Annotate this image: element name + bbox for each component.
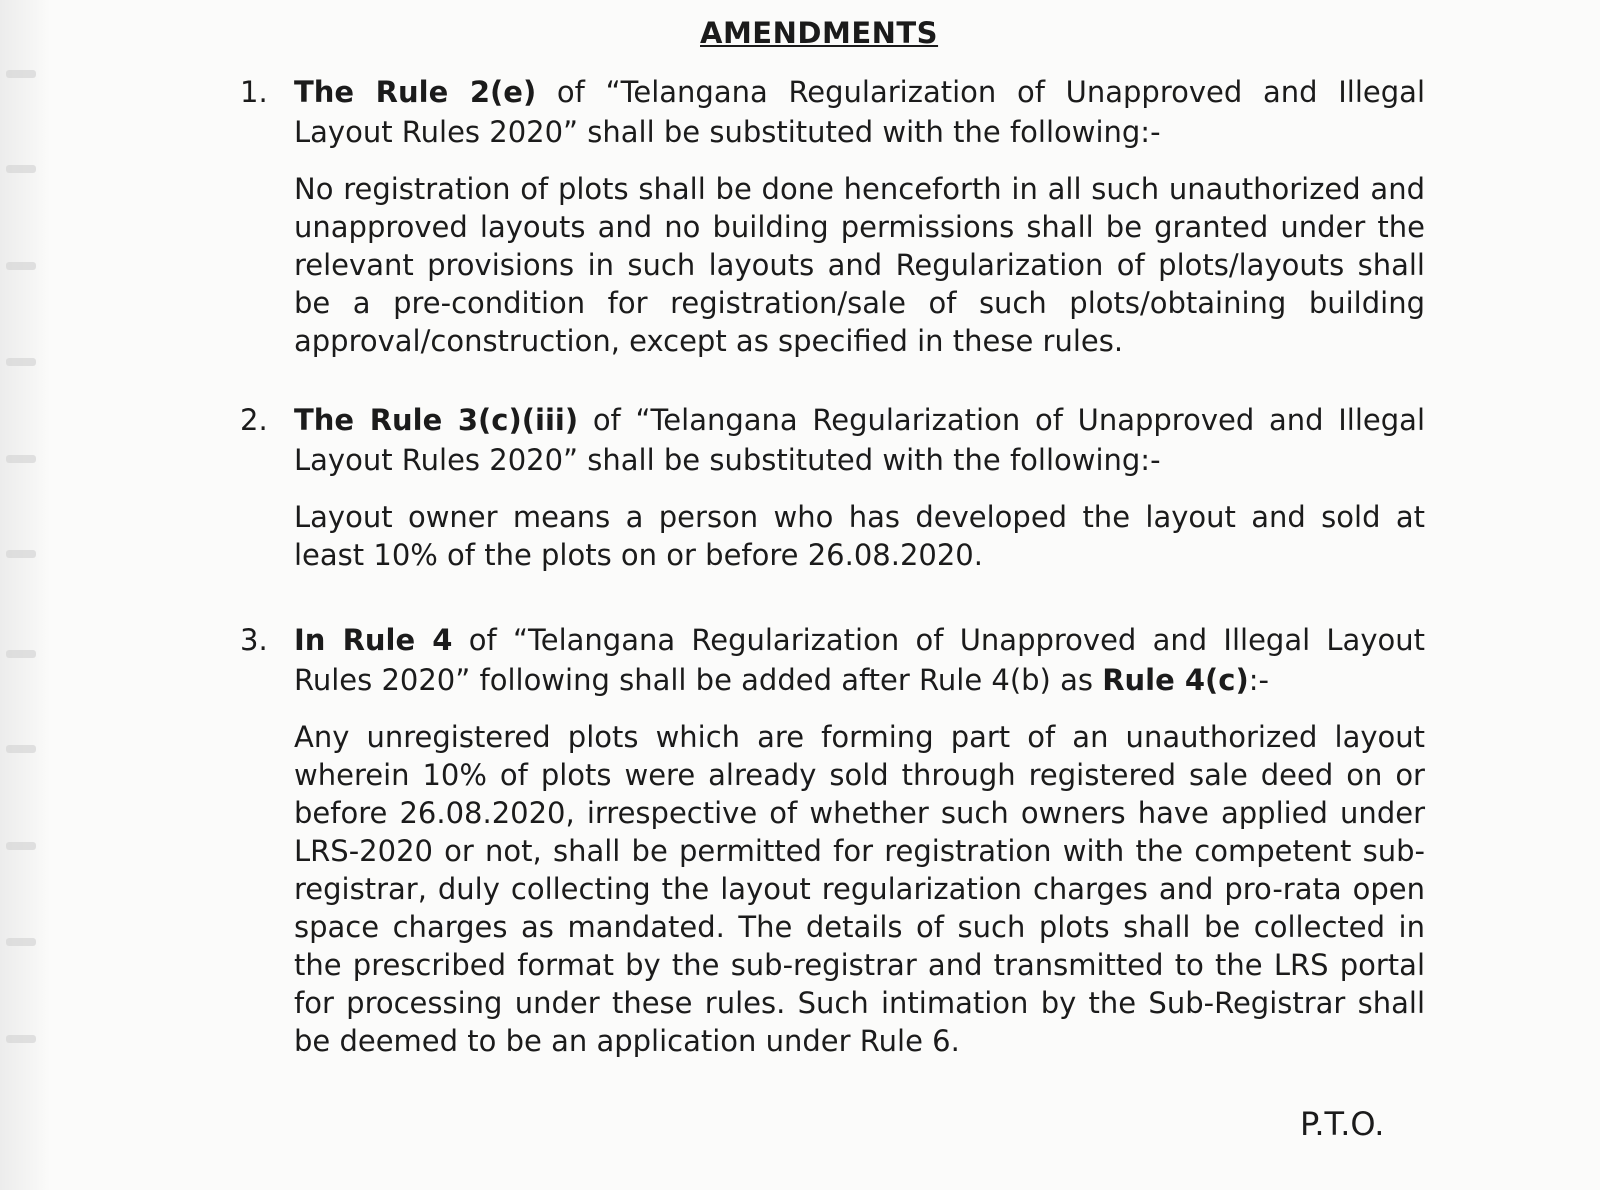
rule-reference-new: Rule 4(c) [1102, 663, 1249, 697]
page-turn-note: P.T.O. [1300, 1105, 1385, 1143]
rule-reference: The Rule 3(c)(iii) [294, 403, 579, 437]
amendment-body: No registration of plots shall be done henceforth in all such unauthorized and unapproved layouts and no building permissions shall be granted under the relevant provisions in such layouts and Regularization of plots/layouts shall be a pre-condition for registration/sale of such plots/obtaining building approval/construction, except as specified in these rules. [294, 172, 1425, 358]
amendment-number: 1. [240, 75, 268, 109]
amendment-lead-text: of “Telangana Regularization of Unapproved and Illegal Layout Rules 2020” shall be substituted with the following:- [294, 75, 1425, 149]
amendment-number: 2. [240, 403, 268, 437]
amendment-number: 3. [240, 623, 268, 657]
rule-reference: In Rule 4 [294, 623, 453, 657]
amendment-body: Any unregistered plots which are forming part of an unauthorized layout wherein 10% of plots were already sold through registered sale deed on or before 26.08.2020, irrespective of whether such owners have applied under LRS-2020 or not, shall be permitted for registration with the competent sub-registrar, duly collecting the layout regularization charges and pro-rata open space charges as mandated. The details of such plots shall be collected in the prescribed format by the sub-registrar and transmitted to the LRS portal for processing under these rules. Such intimation by the Sub-Registrar shall be deemed to be an application under Rule 6. [294, 720, 1425, 1058]
amendment-item [240, 72, 1425, 360]
amendment-item [240, 620, 1425, 1060]
amendment-lead-text: of “Telangana Regularization of Unapproved and Illegal Layout Rules 2020” following shall be added after Rule 4(b) as [294, 623, 1425, 697]
rule-reference: The Rule 2(e) [294, 75, 537, 109]
document-heading: AMENDMENTS [700, 16, 939, 50]
amendment-lead [294, 72, 1425, 152]
amendment-body: Layout owner means a person who has developed the layout and sold at least 10% of the plots on or before 26.08.2020. [294, 500, 1425, 572]
amendment-lead-text: of “Telangana Regularization of Unapproved and Illegal Layout Rules 2020” shall be substituted with the following:- [294, 403, 1425, 477]
amendment-lead-end: :- [1248, 663, 1269, 697]
amendment-lead [294, 620, 1425, 700]
amendment-lead [294, 400, 1425, 480]
amendment-item [240, 400, 1425, 574]
